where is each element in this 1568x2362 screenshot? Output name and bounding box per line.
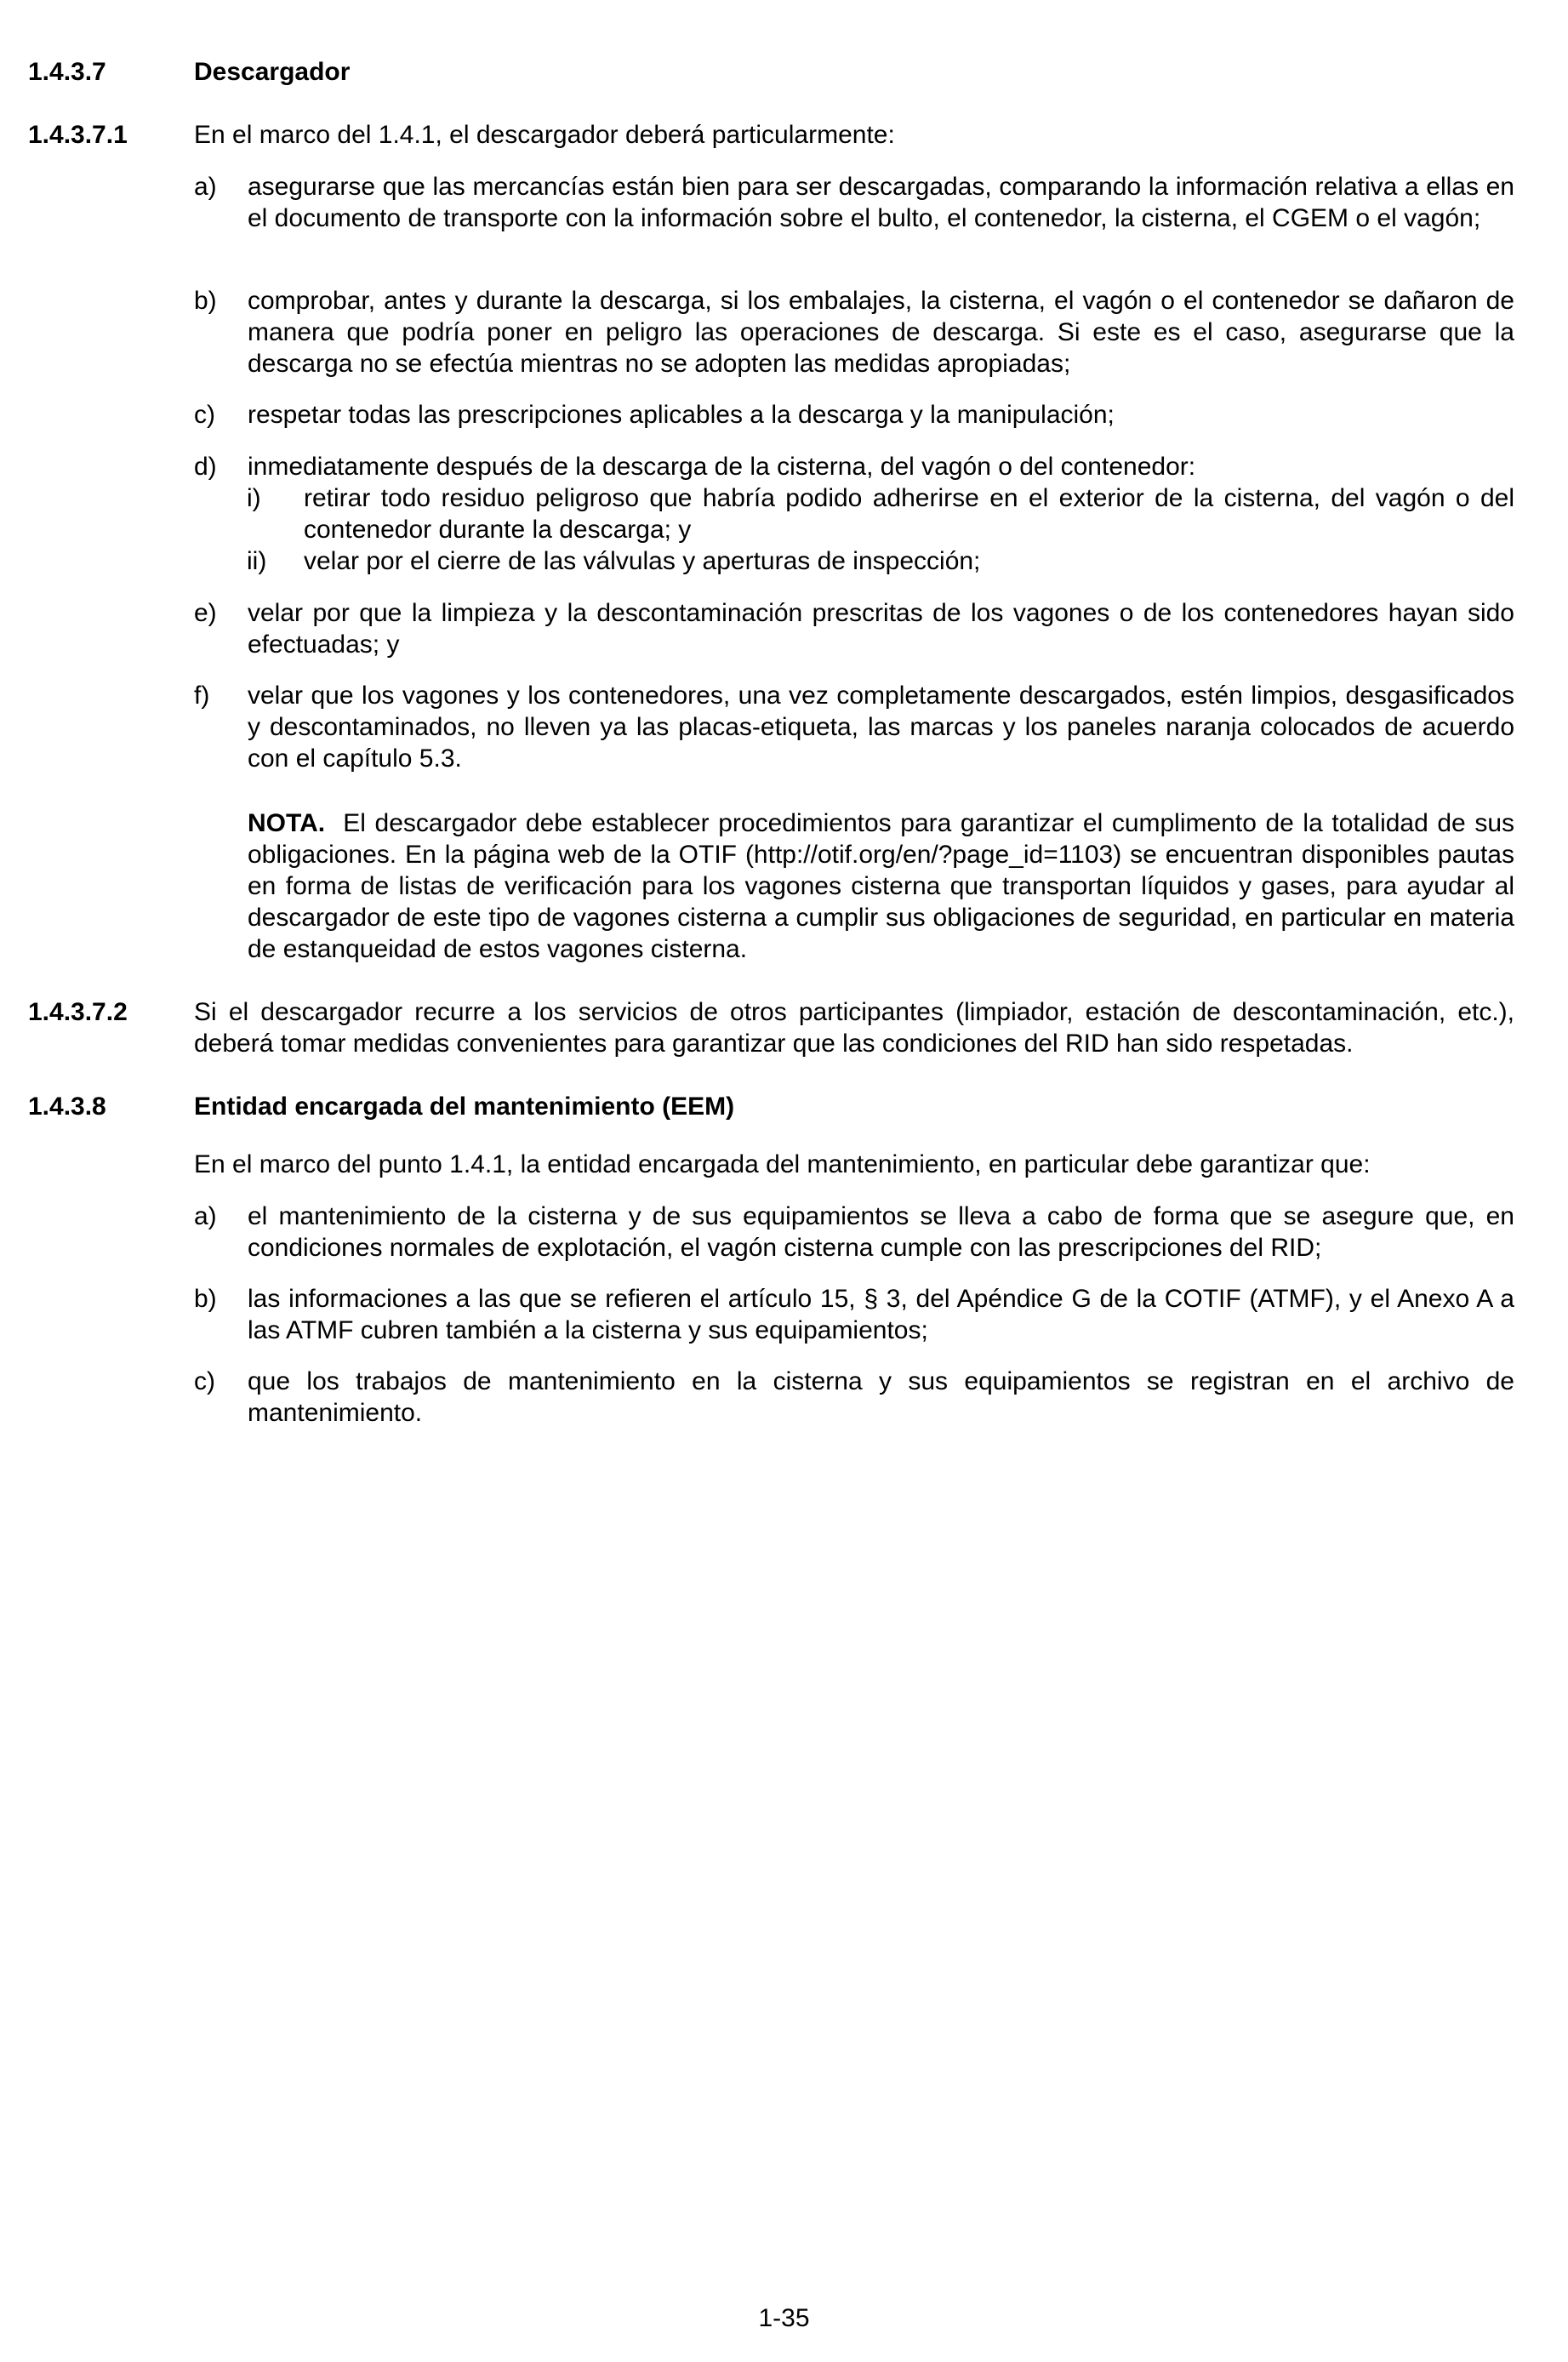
section-number-1438: 1.4.3.8 [28,1093,106,1121]
sub-item-text: retirar todo residuo peligroso que habría podido adherirse en el exterior de la cisterna, del vagón o del contenedor durante la descarga; y [304,484,1514,544]
eem-item-c [194,1366,1514,1429]
list-item-a [194,171,1514,234]
section-title-eem: Entidad encargada del mantenimiento (EEM) [194,1093,735,1121]
section-text-14372: Si el descargador recurre a los servicios de otros participantes (limpiador, estación de descontaminación, etc.), deberá tomar medidas convenientes para garantizar que las condiciones del RID han sido respetadas. [194,998,1514,1058]
eem-item-a [194,1201,1514,1264]
section-number-1437: 1.4.3.7 [28,58,106,86]
list-item-d [194,451,1514,482]
list-item-label: f) [194,682,210,710]
section-number-14372: 1.4.3.7.2 [28,998,128,1026]
sub-item-label: ii) [247,547,267,575]
list-item-text: velar que los vagones y los contenedores, una vez completamente descargados, estén limpios, desgasificados y descontaminados, no lleven ya las placas-etiqueta, las marcas y los paneles naranja colocados de acuerdo con el capítulo 5.3. [248,682,1514,773]
sub-item-text: velar por el cierre de las válvulas y aperturas de inspección; [304,547,981,575]
section-intro-1438: En el marco del punto 1.4.1, la entidad encargada del mantenimiento, en particular debe garantizar que: [194,1150,1371,1178]
list-item-e [194,597,1514,660]
list-item-text: comprobar, antes y durante la descarga, si los embalajes, la cisterna, el vagón o el contenedor se dañaron de manera que podría poner en peligro las operaciones de descarga. Si este es el caso, asegurarse que la descarga no se efectúa mientras no se adopten las medidas apropiadas; [248,287,1514,378]
section-intro-14371: En el marco del 1.4.1, el descargador deberá particularmente: [194,121,895,149]
list-item-text: respetar todas las prescripciones aplicables a la descarga y la manipulación; [248,401,1115,429]
list-item-text: velar por que la limpieza y la descontaminación prescritas de los vagones o de los contenedores hayan sido efectuadas; y [248,599,1514,659]
list-item-text: las informaciones a las que se refieren el artículo 15, § 3, del Apéndice G de la COTIF (ATMF), y el Anexo A a las ATMF cubren también a la cisterna y sus equipamientos; [248,1285,1514,1344]
list-item-label: a) [194,1202,217,1230]
list-item-label: a) [194,173,217,201]
list-item-c [194,399,1514,431]
list-item-label: b) [194,287,217,315]
page-number: 1-35 [758,2304,810,2332]
list-item-label: e) [194,599,217,627]
list-item-text: el mantenimiento de la cisterna y de sus equipamientos se lleva a cabo de forma que se asegure que, en condiciones normales de explotación, el vagón cisterna cumple con las prescripciones del RID; [248,1202,1514,1262]
section-title-descargador: Descargador [194,58,351,86]
list-item-label: d) [194,453,217,481]
sub-item-label: i) [247,484,261,512]
note-label: NOTA. [248,809,326,837]
note-text: El descargador debe establecer procedimientos para garantizar el cumplimento de la totalidad de sus obligaciones. En la página web de la OTIF (http://otif.org/en/?page_id=1103) se encuentran disponibles pautas en forma de listas de verificación para los vagones cisterna que transportan líquidos y gases, para ayudar al descargador de este tipo de vagones cisterna a cumplir sus obligaciones de seguridad, en particular en materia de estanqueidad de estos vagones cisterna. [248,809,1515,963]
list-item-text: asegurarse que las mercancías están bien para ser descargadas, comparando la información relativa a ellas en el documento de transporte con la información sobre el bulto, el contenedor, la cisterna, el CGEM o el vagón; [248,173,1514,232]
sub-item-ii [247,545,1514,577]
list-item-text: inmediatamente después de la descarga de la cisterna, del vagón o del contenedor: [248,453,1196,481]
list-item-text: que los trabajos de mantenimiento en la cisterna y sus equipamientos se registran en el archivo de mantenimiento. [248,1367,1514,1427]
section-number-14371: 1.4.3.7.1 [28,121,128,149]
list-item-label: c) [194,1367,215,1395]
list-item-label: c) [194,401,215,429]
eem-item-b [194,1283,1514,1346]
sub-item-i [247,482,1514,545]
list-item-b [194,285,1514,379]
note-paragraph [248,807,1514,965]
list-item-label: b) [194,1285,217,1313]
list-item-f [194,680,1514,774]
